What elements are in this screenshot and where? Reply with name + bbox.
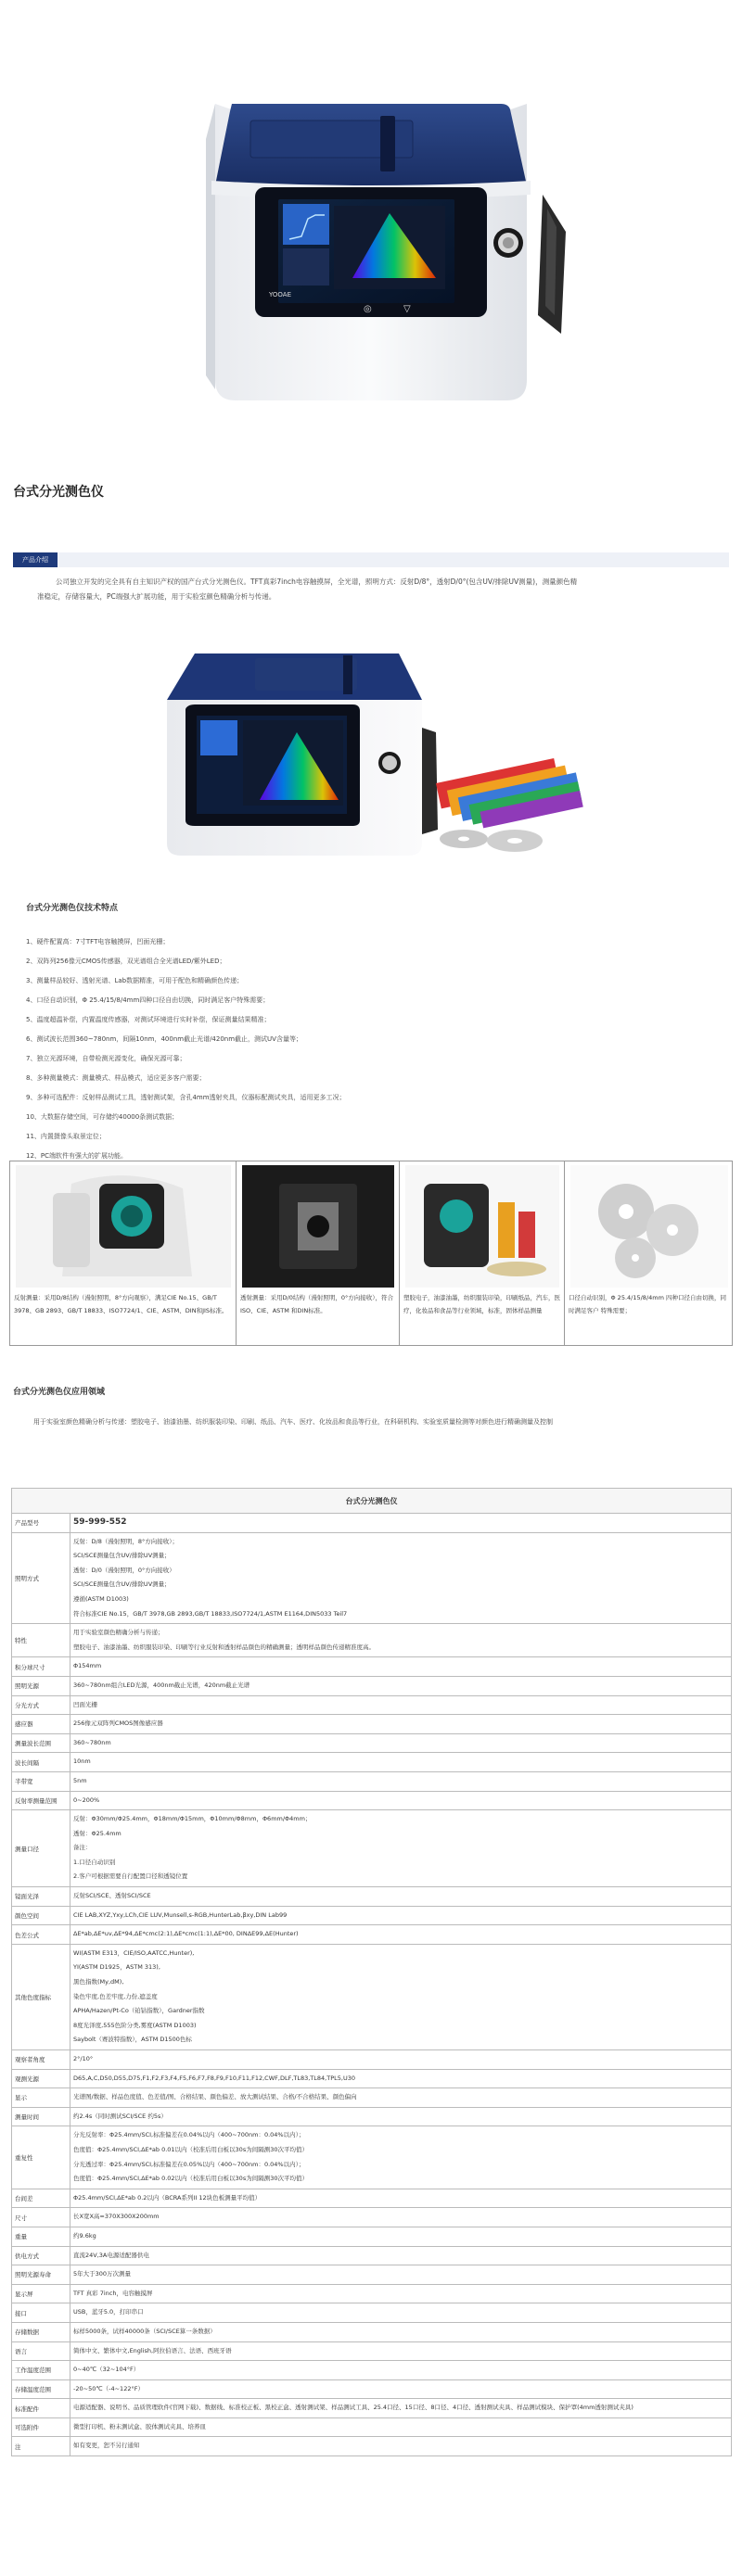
screen-tab-1: ▽ — [403, 304, 411, 314]
spec-value-line: 遵循(ASTM D1003) — [73, 1594, 129, 1603]
spec-value — [70, 2399, 732, 2418]
application-text: 用于实验室颜色精确分析与传递：塑胶电子、油漆油墨、纺织服装印染、印刷、纸品、汽车、医疗、化妆品和食品等行业，在科研机构、实验室质量检测等对颜色进行精确测量及控制 — [33, 1418, 553, 1426]
spec-value-line: 2°/10° — [73, 2055, 94, 2062]
spec-key: 颜色空间 — [12, 1906, 70, 1925]
spec-value-line: Φ154mm — [73, 1662, 102, 1670]
gallery-image-transmissive — [242, 1165, 393, 1288]
screen-tab-0: ◎ — [364, 304, 372, 314]
spec-key: 尺寸 — [12, 2208, 70, 2227]
spec-key: 积分球尺寸 — [12, 1657, 70, 1677]
spec-key: 特性 — [12, 1624, 70, 1657]
spec-value — [70, 2417, 732, 2437]
spec-row — [12, 2322, 732, 2341]
spec-row — [12, 1771, 732, 1791]
spec-row — [12, 1810, 732, 1887]
spec-value — [70, 2322, 732, 2341]
spec-value-line: 10nm — [73, 1758, 91, 1766]
spec-value-line: SCI/SCE测量包含UV/排除UV测量； — [73, 1552, 171, 1560]
spec-key: 显示屏 — [12, 2284, 70, 2303]
spec-key: 供电方式 — [12, 2246, 70, 2265]
spec-key: 重复性 — [12, 2126, 70, 2189]
spec-value — [70, 1514, 732, 1533]
spec-value-line: 简体中文、繁体中文,English,阿拉伯语言、法语、西班牙语 — [73, 2346, 232, 2354]
spec-value-line: USB，蓝牙5.0，打印串口 — [73, 2308, 144, 2316]
feature-item: 12、PC端软件有强大的扩展功能。 — [26, 1152, 128, 1160]
spec-row — [12, 2088, 732, 2108]
spec-row — [12, 2417, 732, 2437]
features-title: 台式分光测色仪技术特点 — [26, 904, 119, 913]
gallery-cell-reflective — [10, 1161, 237, 1345]
spec-key: 接口 — [12, 2303, 70, 2323]
spec-value — [70, 2303, 732, 2323]
spec-row — [12, 1887, 732, 1907]
spec-row — [12, 1925, 732, 1945]
spec-value-line: 色度值：Φ25.4mm/SCI,ΔE*ab 0.01以内（校准后用白板以30s为间隔测30次平均值） — [73, 2145, 308, 2153]
spec-row — [12, 2303, 732, 2323]
spec-key: 存储温度范围 — [12, 2379, 70, 2399]
spec-value-line: 分光反射率：Φ25.4mm/SCI,标准偏差在0.04%以内（400~700nm：0.04%以内）； — [73, 2131, 305, 2139]
spec-value-line: Φ25.4mm/SCI,ΔE*ab 0.2以内（BCRA系列II 12块色板测量平均值） — [73, 2193, 262, 2202]
features-list — [26, 934, 731, 1168]
gallery-cell-apertures — [565, 1161, 734, 1345]
spec-value — [70, 1925, 732, 1945]
spec-value-line: 如有变更，恕不另行通知 — [73, 2442, 140, 2450]
spec-value-line: 反射：D/8（漫射照明，8°方向接收）； — [73, 1537, 178, 1545]
spec-key: 半带宽 — [12, 1771, 70, 1791]
spec-value — [70, 1810, 732, 1887]
spec-row — [12, 2379, 732, 2399]
spec-value-line: 直流24V,3A电源适配器供电 — [73, 2251, 149, 2259]
spec-value — [70, 1753, 732, 1772]
spec-value-line: 360~780nm组合LED光源，400nm截止光谱，420nm截止光谱 — [73, 1681, 250, 1689]
spec-row — [12, 2284, 732, 2303]
spec-value — [70, 2284, 732, 2303]
hero-product-image — [0, 0, 742, 426]
spec-row — [12, 1791, 732, 1810]
spec-value — [70, 2189, 732, 2208]
feature-item: 4、口径自动识别，Φ 25.4/15/8/4mm四种口径自由切换，同时满足客户特殊需要； — [26, 996, 270, 1004]
spec-row — [12, 1532, 732, 1624]
spec-key: 照明光源 — [12, 1676, 70, 1695]
spec-key: 标准配件 — [12, 2399, 70, 2418]
gallery-caption: 透射测量：采用D/0结构（漫射照明，0°方向接收），符合ISO、CIE、ASTM 和DIN标准。 — [240, 1294, 393, 1314]
spec-row — [12, 2341, 732, 2361]
spec-value — [70, 1791, 732, 1810]
spec-key: 测量口径 — [12, 1810, 70, 1887]
spec-key: 照明光源寿命 — [12, 2265, 70, 2285]
spec-value — [70, 1532, 732, 1624]
spec-value — [70, 2341, 732, 2361]
spec-value — [70, 2126, 732, 2189]
spec-row — [12, 1676, 732, 1695]
spec-row — [12, 1695, 732, 1715]
gallery-image-apertures — [570, 1165, 728, 1288]
spec-value-line: CIE LAB,XYZ,Yxy,LCh,CIE LUV,Munsell,s-RGB,HunterLab,βxy,DIN Lab99 — [73, 1910, 288, 1919]
spec-key: 反射率测量范围 — [12, 1791, 70, 1810]
spec-value — [70, 2246, 732, 2265]
spec-row — [12, 2246, 732, 2265]
spec-key: 测量时间 — [12, 2107, 70, 2126]
spec-value-line: D65,A,C,D50,D55,D75,F1,F2,F3,F4,F5,F6,F7,F8,F9,F10,F11,F12,CWF,DLF,TL83,TL84,TPL5,U30 — [73, 2074, 355, 2082]
spec-value-line: 电源适配器、说明书、品质管理软件(官网下载)、数据线、标准校正板、黑校正盒、透射测试架、样品测试工具、25.4口径、15口径、8口径、4口径、透射测试夹具、样品测试模块、保护罩(4mm透射测试夹具) — [73, 2404, 633, 2412]
spec-value-line: 256像元双阵列CMOS图像感应器 — [73, 1719, 163, 1728]
spec-value-line: 反射：Φ30mm/Φ25.4mm，Φ18mm/Φ15mm，Φ10mm/Φ8mm，Φ6mm/Φ4mm； — [73, 1815, 312, 1823]
product-image-with-color-cards — [158, 644, 584, 867]
device-brand-label: YOOAE — [269, 291, 292, 298]
spec-value-line: ΔE*ab,ΔE*uv,ΔE*94,ΔE*cmc(2:1),ΔE*cmc(1:1),ΔE*00, DINΔE99,ΔE(Hunter) — [73, 1930, 299, 1938]
spec-value-line: 塑胶电子、油漆油墨、纺织服装印染、印刷等行业反射和透射样品颜色的精确测量；透明样品颜色传递精准度高。 — [73, 1643, 375, 1651]
spec-table-title: 台式分光测色仪 — [12, 1489, 732, 1514]
spec-value-line: 5年大于300万次测量 — [73, 2270, 132, 2278]
spec-row — [12, 1753, 732, 1772]
spec-key: 注 — [12, 2437, 70, 2456]
feature-item: 8、多种测量模式：测量模式、样品模式，适应更多客户需要； — [26, 1074, 206, 1082]
gallery-caption: 口径自动识别，Φ 25.4/15/8/4mm 四种口径自由切换，同时满足客户 特殊需要； — [569, 1294, 726, 1314]
feature-item: 1、硬件配置高：7寸TFT电容触摸屏，凹面光栅； — [26, 938, 170, 945]
spec-key: 工作温度范围 — [12, 2361, 70, 2380]
feature-item: 3、测量样品较好、透射光谱、Lab数据精准，可用于配色和精确颜色传递； — [26, 977, 244, 984]
feature-item: 5、温度超温补偿，内置温度传感器，对测试环境进行实时补偿，保证测量结果精准； — [26, 1016, 271, 1023]
spec-value — [70, 1944, 732, 2049]
spec-value — [70, 2088, 732, 2108]
spec-value-line: 符合标准CIE No.15，GB/T 3978,GB 2893,GB/T 18833,ISO7724/1,ASTM E1164,DIN5033 Teil7 — [73, 1609, 348, 1618]
spec-key: 重量 — [12, 2227, 70, 2246]
feature-item: 7、独立光源环境，自带检测光源变化，确保光源可靠； — [26, 1055, 186, 1062]
spec-value-line: 光谱图/数据、样品色度值、色差值/图、合格结果、颜色偏差、放大测试结果、合格/不合格结果、颜色偏向 — [73, 2093, 357, 2101]
spec-value-line: 分光透过率：Φ25.4mm/SCI,标准偏差在0.05%以内（400~700nm：0.04%以内）； — [73, 2160, 305, 2168]
spec-row — [12, 2107, 732, 2126]
spec-key: 存储数据 — [12, 2322, 70, 2341]
spec-key: 产品型号 — [12, 1514, 70, 1533]
spec-key: 照明方式 — [12, 1532, 70, 1624]
spec-value-line: 2.客户可根据需要自行配置口径和透镜位置 — [73, 1872, 188, 1881]
spec-row — [12, 1906, 732, 1925]
feature-item: 2、双阵列256像元CMOS传感器，双光谱组合全光谱LED/紫外LED； — [26, 958, 226, 965]
gallery-image-applications — [405, 1165, 558, 1288]
spec-row — [12, 2126, 732, 2189]
spec-value-line: 59-999-552 — [73, 1517, 127, 1527]
spec-row — [12, 2069, 732, 2088]
spec-value — [70, 1715, 732, 1734]
intro-line: 公司独立开发的完全具有自主知识产权的国产台式分光测色仪。TFT真彩7inch电容触摸屏，全光谱，照明方式：反射D/8°，透射D/0°(包含UV/排除UV测量)，测量颜色精 — [56, 577, 578, 586]
intro-section-tag: 产品介绍 — [13, 552, 58, 567]
spec-value — [70, 2265, 732, 2285]
gallery-caption: 反射测量：采用D/8结构（漫射照明，8°方向观察），满足CIE No.15、GB/T 3978、GB 2893、GB/T 18833、ISO7724/1、CIE、ASTM、DIN和JIS标准。 — [14, 1294, 228, 1314]
spec-row — [12, 2050, 732, 2070]
intro-line: 准稳定，存储容量大，PC端强大扩展功能，用于实验室颜色精确分析与传递。 — [37, 592, 276, 601]
spec-key: 感应器 — [12, 1715, 70, 1734]
spec-value — [70, 2107, 732, 2126]
spec-value-line: 色度值：Φ25.4mm/SCI,ΔE*ab 0.02以内（校准后用白板以30s为间隔测30次平均值） — [73, 2175, 308, 2183]
spec-key: 其他色度指标 — [12, 1944, 70, 2049]
spec-value-line: 360~780nm — [73, 1738, 111, 1746]
spec-key: 镜面光泽 — [12, 1887, 70, 1907]
spec-key: 显示 — [12, 2088, 70, 2108]
feature-item: 11、内置摄像头取景定位； — [26, 1133, 106, 1140]
gallery-cell-applications — [400, 1161, 565, 1345]
spec-value-line: 凹面光栅 — [73, 1700, 97, 1708]
spec-key: 可选附件 — [12, 2417, 70, 2437]
spec-key: 测量波长范围 — [12, 1733, 70, 1753]
spec-value-line: 标样5000条，试样40000条（SCI/SCE算一条数据） — [73, 2327, 216, 2335]
spec-row — [12, 2265, 732, 2285]
spec-value — [70, 2361, 732, 2380]
intro-section-bar — [13, 552, 729, 567]
spec-table — [11, 1488, 732, 2456]
spec-value-line: 约2.4s（同时测试SCI/SCE 约5s） — [73, 2112, 167, 2120]
spec-value — [70, 2208, 732, 2227]
spec-value-line: YI(ASTM D1925，ASTM 313), — [73, 1963, 160, 1972]
spec-value-line: 约9.6kg — [73, 2231, 96, 2240]
spec-row — [12, 1733, 732, 1753]
spec-value — [70, 1906, 732, 1925]
spec-value — [70, 2069, 732, 2088]
spec-value-line: -20~50℃（-4~122°F） — [73, 2384, 144, 2392]
feature-gallery — [9, 1161, 733, 1346]
spec-row — [12, 1514, 732, 1533]
spec-value — [70, 2227, 732, 2246]
gallery-cell-transmissive — [237, 1161, 400, 1345]
gallery-image-reflective — [16, 1165, 230, 1288]
spec-row — [12, 2437, 732, 2456]
spec-value-line: Saybolt（赛波特指数），ASTM D1500色标 — [73, 2036, 192, 2044]
spec-row — [12, 2399, 732, 2418]
spec-row — [12, 2361, 732, 2380]
spec-key: 色差公式 — [12, 1925, 70, 1945]
spec-key: 波长间隔 — [12, 1753, 70, 1772]
spec-value-line: 用于实验室颜色精确分析与传递； — [73, 1629, 164, 1637]
spec-value — [70, 2379, 732, 2399]
spec-value-line: SCI/SCE测量包含UV/排除UV测量； — [73, 1580, 171, 1589]
spec-key: 分光方式 — [12, 1695, 70, 1715]
intro-text — [37, 575, 719, 604]
spec-value-line: 1.口径自动识别 — [73, 1858, 116, 1866]
spec-value-line: 透射：Φ25.4mm — [73, 1829, 122, 1837]
spec-value — [70, 1624, 732, 1657]
application-title: 台式分光测色仪应用领域 — [13, 1388, 106, 1397]
spec-value-line: 0~200% — [73, 1796, 100, 1804]
spec-value-line: 8度光泽度,555色阶分类,雾度(ASTM D1003) — [73, 2021, 197, 2029]
spec-value — [70, 1676, 732, 1695]
spec-value-line: 微型打印机、粉末测试盒、胶体测试夹具、培养皿 — [73, 2422, 206, 2430]
spec-value-line: APHA/Hazen/Pt-Co（铂钴指数），Gardner指数 — [73, 2007, 205, 2015]
spec-value — [70, 2050, 732, 2070]
spec-value-line: 反射SCI/SCE、透射SCI/SCE — [73, 1892, 151, 1900]
spec-value — [70, 1771, 732, 1791]
spec-value-line: 0~40℃（32~104°F） — [73, 2366, 140, 2374]
spec-row — [12, 1624, 732, 1657]
spec-value-line: 透射：D/0（漫射照明，0°方向接收） — [73, 1566, 175, 1574]
spec-value-line: 5nm — [73, 1776, 87, 1784]
spec-value-line: 长X宽X高=370X300X200mm — [73, 2213, 160, 2221]
spec-value-line: WI(ASTM E313，CIE/ISO,AATCC,Hunter), — [73, 1948, 195, 1957]
spec-value-line: 黑色指数(My,dM), — [73, 1978, 124, 1986]
spec-row — [12, 2227, 732, 2246]
spec-key: 观察者角度 — [12, 2050, 70, 2070]
spec-table-header — [12, 1489, 732, 1514]
gallery-caption: 塑胶电子，油漆油墨，纺织服装印染，印刷纸品，汽车，医疗，化妆品和食品等行业领域，标准，固体样品测量 — [403, 1294, 560, 1314]
spec-row — [12, 1944, 732, 2049]
spec-value-line: 备注： — [73, 1844, 92, 1852]
spec-value — [70, 1733, 732, 1753]
spec-value — [70, 2437, 732, 2456]
spec-key: 台间差 — [12, 2189, 70, 2208]
feature-item: 6、测试波长范围360~780nm，间隔10nm，400nm截止光谱/420nm截止，测试UV含量等； — [26, 1035, 302, 1043]
spec-row — [12, 2208, 732, 2227]
spec-value — [70, 1887, 732, 1907]
spec-value — [70, 1695, 732, 1715]
spec-value — [70, 1657, 732, 1677]
spec-value-line: TFT 真彩 7inch，电容触摸屏 — [73, 2289, 153, 2297]
spec-row — [12, 1715, 732, 1734]
page-title: 台式分光测色仪 — [13, 485, 104, 500]
feature-item: 9、多种可选配件：反射样品测试工具，透射测试架，含孔4mm透射夹具，仪器标配测试夹具，适用更多工况； — [26, 1094, 346, 1101]
spec-value-line: 染色牢度,色差牢度,力份,遮盖度 — [73, 1992, 158, 2000]
feature-item: 10、大数据存储空间，可存储约40000条测试数据； — [26, 1113, 179, 1121]
spec-key: 语言 — [12, 2341, 70, 2361]
spec-row — [12, 2189, 732, 2208]
spec-key: 观测光源 — [12, 2069, 70, 2088]
spec-row — [12, 1657, 732, 1677]
